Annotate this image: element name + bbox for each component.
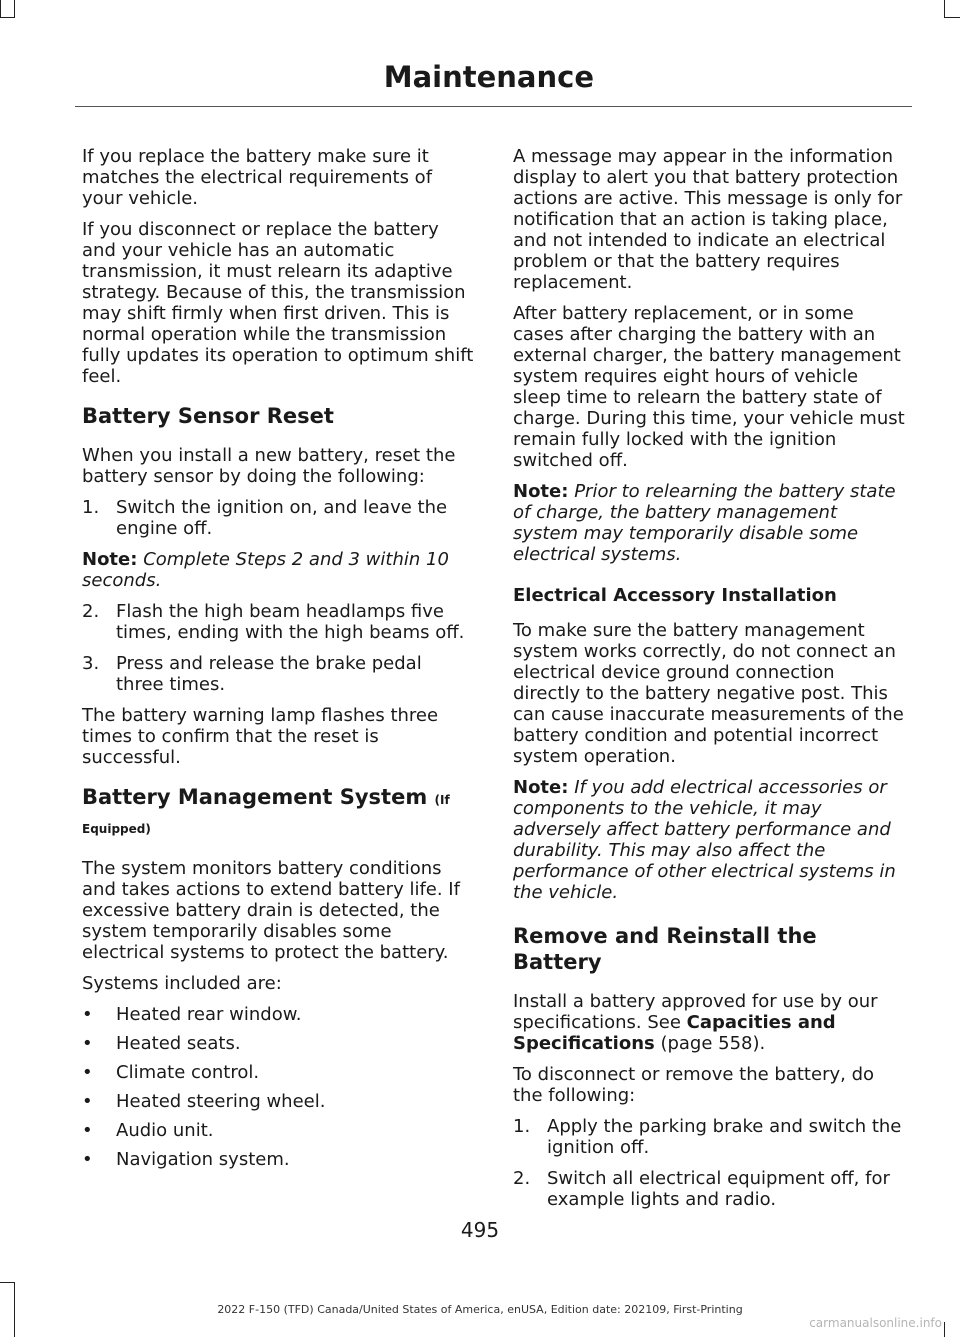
list-text: Press and release the brake pedal three times. [116,653,422,695]
paragraph: A message may appear in the information display to alert you that battery protection actions are active. This message is only for notification that an action is taking place, and not intended to indicate an electrical problem or that the battery requires replacement. [513,146,903,293]
note-label: Note: [513,481,569,502]
note-text: Complete Steps 2 and 3 within 10 seconds. [82,549,449,591]
list-text: Climate control. [116,1062,260,1083]
edition-footer: 2022 F-150 (TFD) Canada/United States of America, enUSA, Edition date: 202109, First-Printing [217,1303,743,1316]
text: (page 558). [654,1033,766,1054]
left-column [82,146,475,1178]
paragraph: The system monitors battery conditions and takes actions to extend battery life. If excessive battery drain is detected, the system temporarily disables some electrical systems to protect the battery. [82,858,460,963]
list-number: 3. [82,653,100,674]
list-number: 2. [513,1168,531,1189]
note-text: If you add electrical accessories or components to the vehicle, it may adversely affect battery performance and durability. This may also affect the performance of other electrical systems in the vehicle. [513,777,896,903]
list-item [82,1091,475,1112]
crop-mark [0,1282,15,1283]
paragraph [513,991,906,1054]
paragraph: Systems included are: [82,973,282,994]
paragraph: If you replace the battery make sure it matches the electrical requirements of your vehicle. [82,146,433,209]
crop-mark [944,1322,945,1337]
section-heading-remove-reinstall-battery: Remove and Reinstall the Battery [513,924,817,974]
paragraph: When you install a new battery, reset the battery sensor by doing the following: [82,445,456,487]
list-text: Navigation system. [116,1149,290,1170]
crop-mark [944,0,945,18]
list-text: Switch all electrical equipment off, for example lights and radio. [547,1168,890,1210]
paragraph: After battery replacement, or in some cases after charging the battery with an external charger, the battery management system requires eight hours of vehicle sleep time to relearn the battery state of charge. During this time, your vehicle must remain fully locked with the ignition switched off. [513,303,905,471]
heading-qualifier: (If Equipped) [82,793,450,836]
crop-mark [0,17,15,18]
note [513,481,906,565]
list-text: Heated rear window. [116,1004,302,1025]
right-column [513,146,906,1220]
list-number: 1. [513,1116,531,1137]
section-heading-battery-sensor-reset: Battery Sensor Reset [82,404,334,428]
list-text: Apply the parking brake and switch the ignition off. [547,1116,902,1158]
bullet: • [82,1033,93,1054]
crop-mark [14,0,15,18]
section-heading-electrical-accessory-installation: Electrical Accessory Installation [513,585,837,606]
page-number: 495 [460,1218,500,1242]
list-number: 1. [82,497,100,518]
paragraph: The battery warning lamp flashes three times to confirm that the reset is successful. [82,705,439,768]
note [513,777,906,903]
paragraph: To make sure the battery management system works correctly, do not connect an electrical device ground connection directly to the battery negative post. This can cause inaccurate measurements of the battery condition and potential incorrect system operation. [513,620,904,767]
note-text: Prior to relearning the battery state of charge, the battery management system may temporarily disable some electrical systems. [513,481,896,565]
list-item [82,1033,475,1054]
bullet: • [82,1062,93,1083]
note-label: Note: [82,549,138,570]
paragraph: To disconnect or remove the battery, do the following: [513,1064,875,1106]
bullet: • [82,1004,93,1025]
list-item [82,1004,475,1025]
page-title: Maintenance [383,60,594,94]
list-item [513,1116,906,1158]
list-text: Heated steering wheel. [116,1091,326,1112]
list-text: Flash the high beam headlamps five times, ending with the high beams off. [116,601,465,643]
list-number: 2. [82,601,100,622]
crop-mark [0,0,1,18]
list-item [82,1120,475,1141]
list-item [82,601,475,643]
bullet: • [82,1091,93,1112]
list-item [82,497,475,539]
list-item [82,653,475,695]
list-text: Switch the ignition on, and leave the engine off. [116,497,448,539]
bullet: • [82,1120,93,1141]
list-item [513,1168,906,1210]
section-heading-battery-management-system [82,784,475,842]
list-item [82,1062,475,1083]
header-divider [75,106,912,107]
text: Install a battery approved for use by our specifications. See [513,991,878,1033]
cross-reference-link[interactable]: Capacities and Specifications [513,1012,836,1054]
watermark: carmanualsonline.info [809,1316,942,1330]
paragraph: If you disconnect or replace the battery and your vehicle has an automatic transmission, it must relearn its adaptive strategy. Because of this, the transmission may shift firmly when first driven. This is normal operation while the transmission fully updates its operation to optimum shift feel. [82,219,474,387]
crop-mark [945,17,960,18]
note-label: Note: [513,777,569,798]
list-text: Audio unit. [116,1120,214,1141]
list-item [82,1149,475,1170]
bullet: • [82,1149,93,1170]
list-text: Heated seats. [116,1033,241,1054]
heading-text: Battery Management System [82,785,428,809]
note [82,549,475,591]
